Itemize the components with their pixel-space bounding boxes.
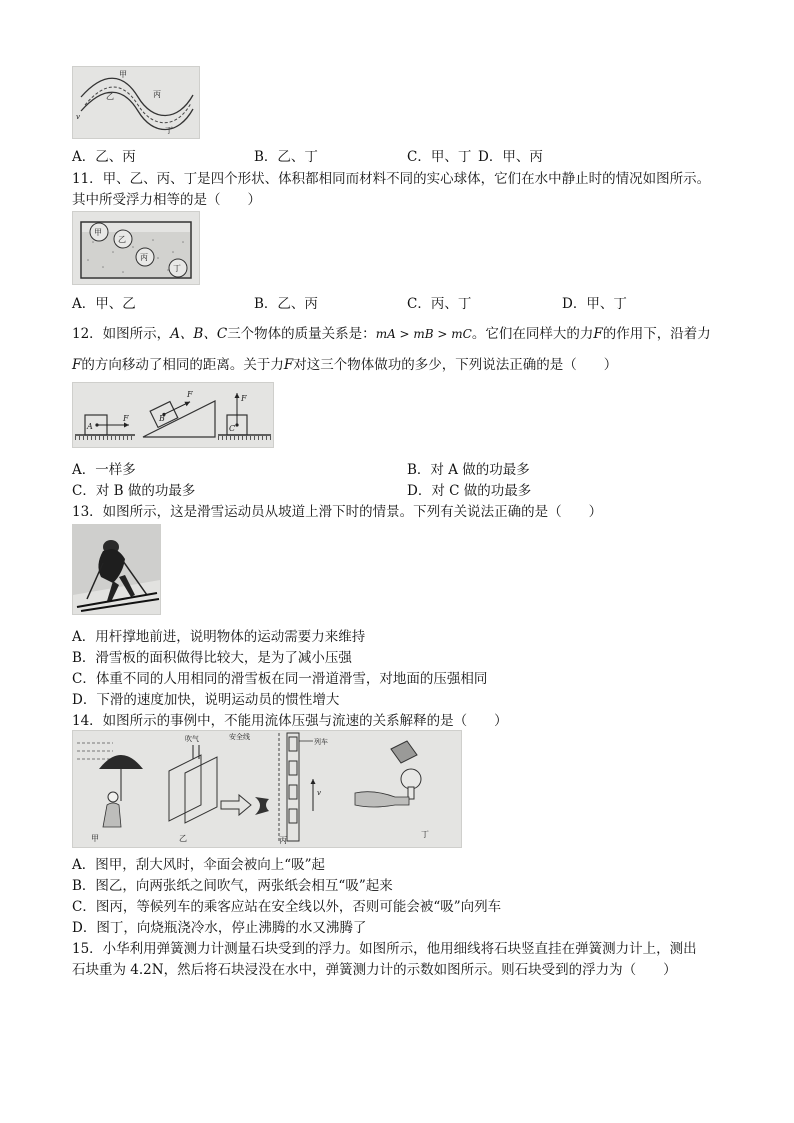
q14-option-d: D．图丁，向烧瓶浇冷水，停止沸腾的水又沸腾了 <box>72 920 367 936</box>
q13-figure <box>72 524 161 615</box>
q12-option-d: D．对 C 做的功最多 <box>407 483 532 499</box>
q12-option-b: B．对 A 做的功最多 <box>407 462 530 478</box>
q11-label-ding: 丁 <box>173 264 181 273</box>
q12-stem-part: 。它们在同样大的力 <box>471 326 594 342</box>
q11-stem-line2: 其中所受浮力相等的是（ ） <box>72 192 261 208</box>
q10-label-jia: 甲 <box>119 70 127 79</box>
q10-option-d: D．甲、丙 <box>478 149 543 165</box>
q12-stem-F: F <box>593 326 603 342</box>
q12-stem-part: 三个物体的质量关系是： <box>227 326 376 342</box>
q12-stem-part: 的作用下，沿着力 <box>602 326 711 342</box>
q12-stem-abc: A、B、C <box>170 326 228 342</box>
q12-label-b: B <box>159 414 165 423</box>
q12-label-f3: F <box>241 394 247 403</box>
q12-label-f1: F <box>123 414 129 423</box>
q14-stem: 14．如图所示的事例中，不能用流体压强与流速的关系解释的是（ ） <box>72 713 508 729</box>
q10-figure <box>72 66 200 139</box>
q15-stem-line1: 15．小华利用弹簧测力计测量石块受到的浮力。如图所示，他用细线将石块竖直挂在弹簧测力计上，测出 <box>72 941 697 957</box>
q14-label-train: 列车 <box>314 738 328 746</box>
q12-label-a: A <box>87 422 93 431</box>
q13-option-d: D．下滑的速度加快，说明运动员的惯性增大 <box>72 692 340 708</box>
q10-option-b: B．乙、丁 <box>254 149 318 165</box>
q12-stem-F: F <box>72 357 82 373</box>
q12-stem-F: F <box>283 357 294 373</box>
q10-label-bing: 丙 <box>153 90 161 99</box>
q13-option-a: A．用杆撑地前进，说明物体的运动需要力来维持 <box>72 629 366 645</box>
wave-diagram <box>73 67 199 138</box>
q11-label-jia: 甲 <box>94 228 102 237</box>
q10-option-c: C．甲、丁 <box>407 149 472 165</box>
q11-label-yi: 乙 <box>118 235 126 244</box>
q12-option-c: C．对 B 做的功最多 <box>72 483 196 499</box>
q14-option-c: C．图丙，等候列车的乘客应站在安全线以外，否则可能会被“吸”向列车 <box>72 899 502 915</box>
q12-stem-line2 <box>72 353 617 373</box>
water-tank-diagram <box>73 212 199 284</box>
q14-figure <box>72 730 462 848</box>
q12-stem-part: 的方向移动了相同的距离。关于力 <box>81 357 284 373</box>
q14-label-jia: 甲 <box>91 834 99 843</box>
q10-option-a: A．乙、丙 <box>72 149 136 165</box>
q13-stem: 13．如图所示，这是滑雪运动员从坡道上滑下时的情景。下列有关说法正确的是（ ） <box>72 504 603 520</box>
q10-label-yi: 乙 <box>106 92 114 101</box>
q11-option-d: D．甲、丁 <box>562 296 627 312</box>
q14-option-b: B．图乙，向两张纸之间吹气，两张纸会相互“吸”起来 <box>72 878 393 894</box>
q12-mass-formula: mA > mB > mC <box>375 327 472 341</box>
q10-label-ding: 丁 <box>165 126 173 135</box>
q12-stem-part: 12．如图所示， <box>72 326 171 342</box>
q14-label-yi: 乙 <box>179 834 187 843</box>
force-blocks-diagram <box>73 383 273 447</box>
q10-label-v: v <box>76 113 80 121</box>
q12-label-f2: F <box>187 390 193 399</box>
skier-photo <box>73 525 160 614</box>
q11-option-c: C．丙、丁 <box>407 296 472 312</box>
q12-label-c: C <box>229 424 236 433</box>
q14-label-bing: 丙 <box>279 836 287 845</box>
fluid-pressure-examples <box>73 731 461 847</box>
q12-option-a: A．一样多 <box>72 462 136 478</box>
q14-label-ding: 丁 <box>421 830 429 839</box>
q11-option-b: B．乙、丙 <box>254 296 318 312</box>
q14-label-v: v <box>317 789 321 797</box>
q11-figure <box>72 211 200 285</box>
q11-stem-line1: 11．甲、乙、丙、丁是四个形状、体积都相同而材料不同的实心球体，它们在水中静止时的情况如图所示。 <box>72 171 711 187</box>
q11-label-bing: 丙 <box>140 253 148 262</box>
q14-label-blow: 吹气 <box>185 735 199 743</box>
q12-stem-line1 <box>72 322 711 342</box>
q11-option-a: A．甲、乙 <box>72 296 136 312</box>
q14-label-safety: 安全线 <box>229 733 250 741</box>
q13-option-b: B．滑雪板的面积做得比较大，是为了减小压强 <box>72 650 352 666</box>
q13-option-c: C．体重不同的人用相同的滑雪板在同一滑道滑雪，对地面的压强相同 <box>72 671 488 687</box>
q12-stem-part: 对这三个物体做功的多少，下列说法正确的是（ ） <box>293 357 618 373</box>
q14-option-a: A．图甲，刮大风时，伞面会被向上“吸”起 <box>72 857 326 873</box>
q15-stem-line2: 石块重为 4.2N，然后将石块浸没在水中，弹簧测力计的示数如图所示。则石块受到的浮力为（ ） <box>72 962 677 978</box>
q12-figure <box>72 382 274 448</box>
